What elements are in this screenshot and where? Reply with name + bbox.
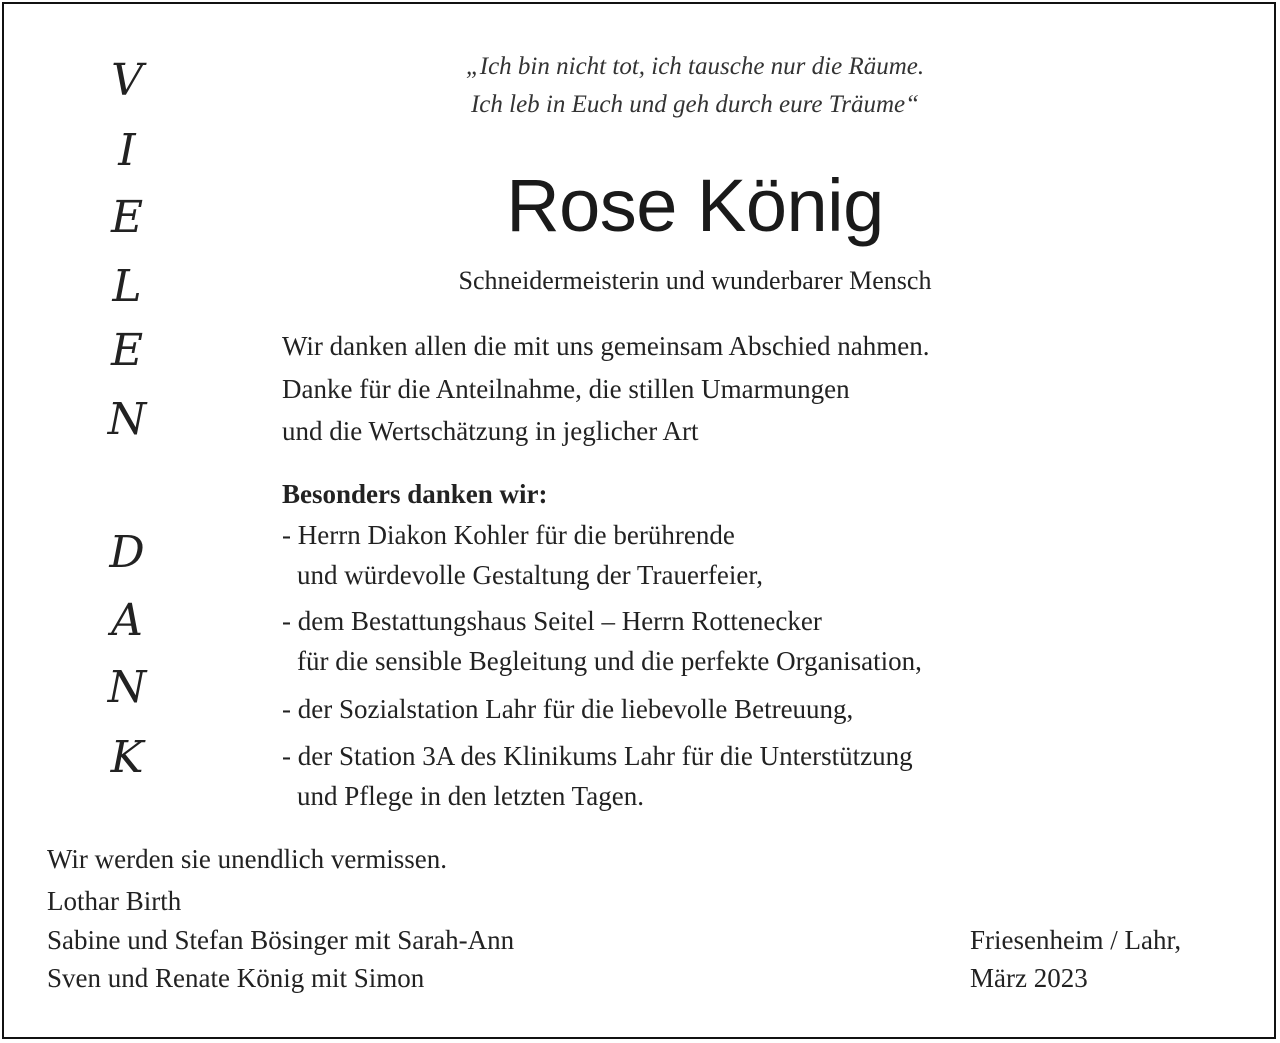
- side-letter: E: [110, 325, 144, 376]
- side-letter: V: [111, 55, 143, 106]
- quote-line-2: Ich leb in Euch und geh durch eure Träume“: [470, 91, 920, 118]
- special-thanks-item-continuation: und würdevolle Gestaltung der Trauerfeier,: [297, 560, 764, 590]
- special-thanks-item-continuation: und Pflege in den letzten Tagen.: [297, 781, 645, 811]
- side-letter: L: [112, 261, 142, 312]
- side-letter: K: [110, 732, 144, 783]
- signer: Sven und Renate König mit Simon: [47, 963, 425, 993]
- side-letter: D: [109, 527, 145, 578]
- thanks-line-1: Wir danken allen die mit uns gemeinsam Abschied nahmen.: [282, 331, 930, 361]
- side-letter: I: [118, 125, 136, 176]
- side-letter: A: [111, 595, 143, 646]
- special-thanks-item-continuation: für die sensible Begleitung und die perfekte Organisation,: [297, 646, 922, 676]
- signer: Lothar Birth: [47, 886, 182, 916]
- special-thanks-heading: Besonders danken wir:: [282, 479, 548, 509]
- quote-line-1: „Ich bin nicht tot, ich tausche nur die Räume.: [465, 53, 925, 80]
- place: Friesenheim / Lahr,: [970, 925, 1182, 955]
- thanks-line-3: und die Wertschätzung in jeglicher Art: [282, 416, 699, 446]
- special-thanks-item: - dem Bestattungshaus Seitel – Herrn Rottenecker: [282, 606, 822, 636]
- thanks-line-2: Danke für die Anteilnahme, die stillen Umarmungen: [282, 374, 850, 404]
- date: März 2023: [970, 963, 1088, 993]
- special-thanks-item: - Herrn Diakon Kohler für die berührende: [282, 520, 735, 550]
- subtitle: Schneidermeisterin und wunderbarer Mensch: [458, 266, 932, 295]
- deceased-name: Rose König: [506, 164, 884, 247]
- signer: Sabine und Stefan Bösinger mit Sarah-Ann: [47, 925, 515, 955]
- side-letter: E: [110, 192, 144, 243]
- side-letter: N: [107, 394, 147, 445]
- special-thanks-item: - der Sozialstation Lahr für die liebevolle Betreuung,: [282, 694, 854, 724]
- special-thanks-item: - der Station 3A des Klinikums Lahr für die Unterstützung: [282, 741, 913, 771]
- closing-line: Wir werden sie unendlich vermissen.: [47, 844, 448, 874]
- side-letter: N: [107, 662, 147, 713]
